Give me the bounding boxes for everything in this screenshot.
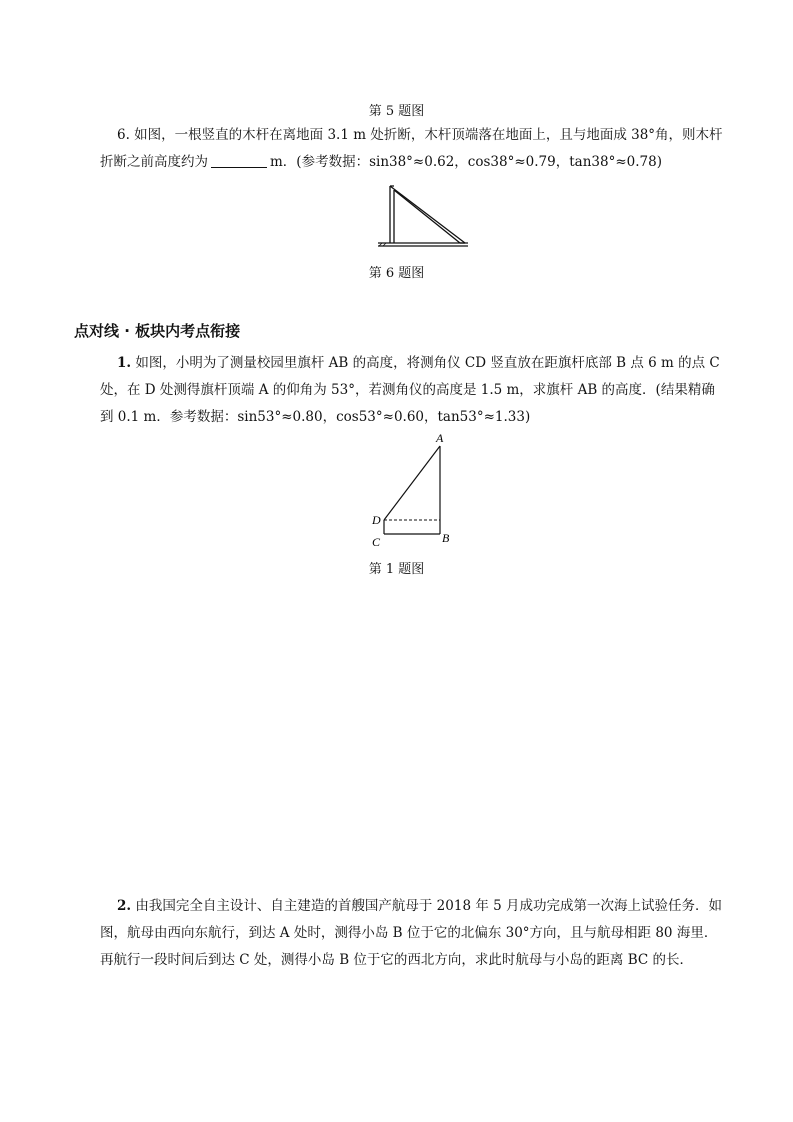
q1-text: 如图，小明为了测量校园里旗杆 AB 的高度，将测角仪 CD 竖直放在距旗杆底部 B 点 6 m 的点 C 处，在 D 处测得旗杆顶端 A 的仰角为 53°，若测角仪的高度是 1.5 m，求旗杆 AB 的高度．(结果精确到 0.1 m．参考数据：sin53°≈0.80，cos53°≈0.60，tan53°≈1.33) [100,355,720,425]
fig1-caption: 第 1 题图 [368,562,425,577]
question-6 [100,122,725,176]
fig5-caption: 第 5 题图 [368,104,425,119]
question-2 [100,893,725,974]
q1-number: 1. [117,355,132,371]
label-A: A [436,431,444,445]
question-1 [100,350,725,431]
label-B: B [442,531,450,545]
fig6-diagram [370,180,474,252]
label-C: C [372,535,381,549]
section-title: 点对线 · 板块内考点衔接 [74,322,241,340]
label-D: D [372,513,381,527]
q2-number: 2. [117,898,132,914]
q2-text: 由我国完全自主设计、自主建造的首艘国产航母于 2018 年 5 月成功完成第一次海上试验任务．如图，航母由西向东航行，到达 A 处时，测得小岛 B 位于它的北偏东 30°方向，且与航母相距 80 海里．再航行一段时间后到达 C 处，测得小岛 B 位于它的西北方向，求此时航母与小岛的距离 BC 的长． [100,898,722,968]
q6-text-end: m．(参考数据：sin38°≈0.62，cos38°≈0.79，tan38°≈0.78) [270,154,662,170]
q6-text: 6. 如图，一根竖直的木杆在离地面 3.1 m 处折断，木杆顶端落在地面上，且与地面成 38°角，则木杆折断之前高度约为 [100,127,723,170]
answer-blank[interactable] [211,153,267,168]
fig1-diagram [364,428,464,552]
fig6-caption: 第 6 题图 [368,266,425,281]
